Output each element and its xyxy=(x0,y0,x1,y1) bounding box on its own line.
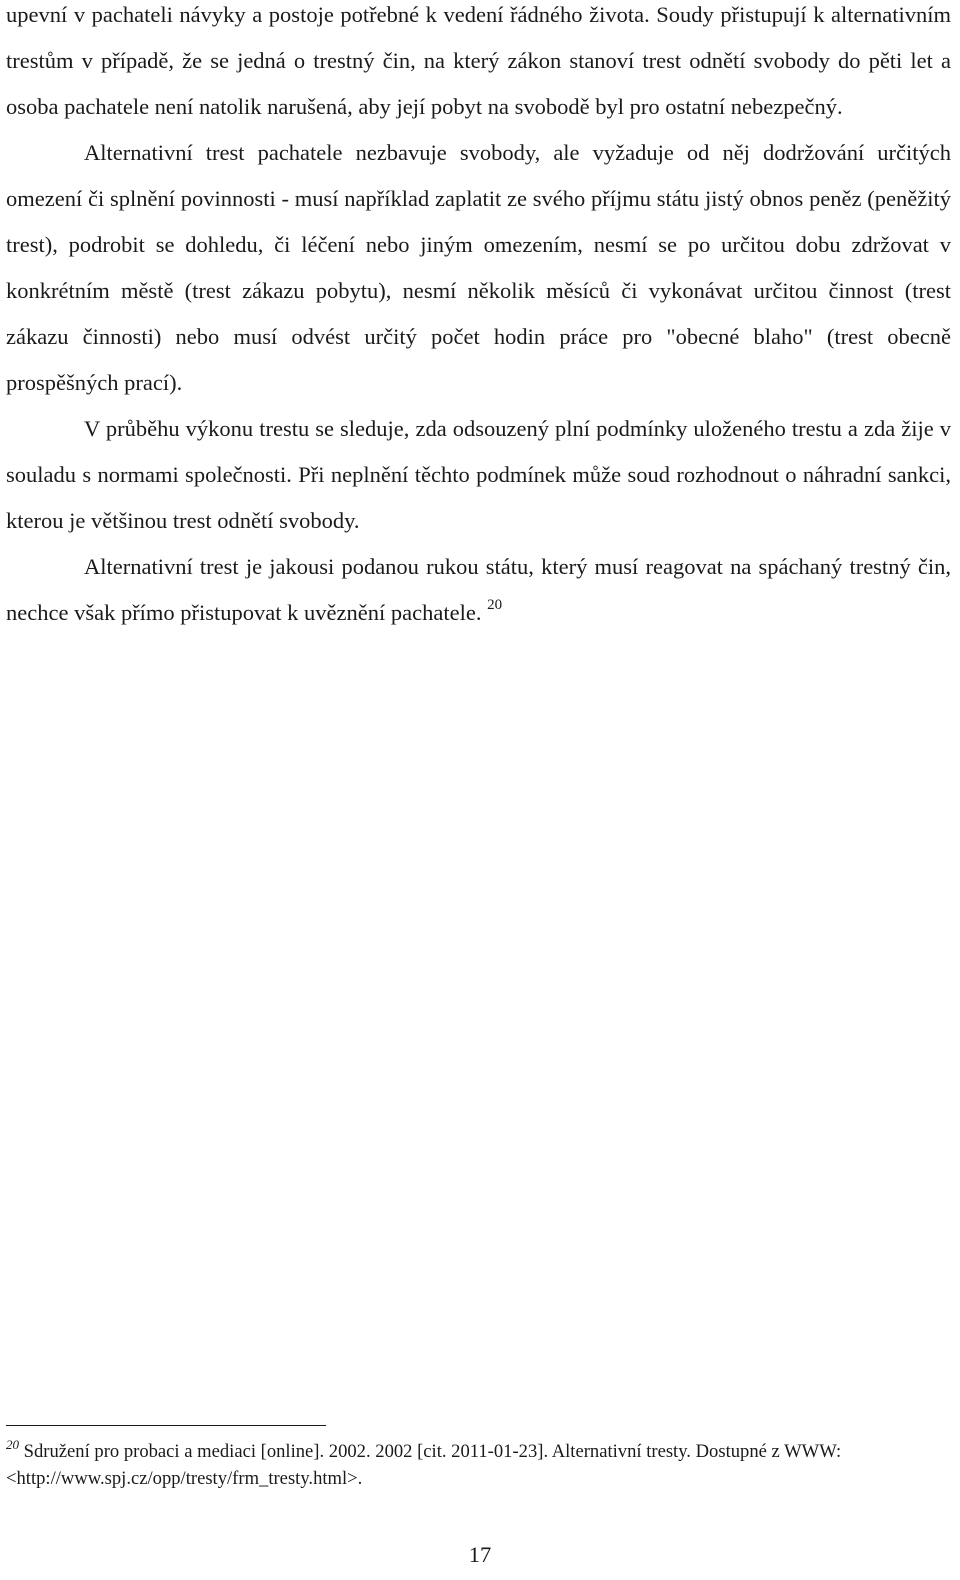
footnote xyxy=(6,1438,951,1492)
footnote-text: Sdružení pro probaci a mediaci [online]. 2002. 2002 [cit. 2011-01-23]. Alternativní tresty. Dostupné z WWW: <http://www.spj.cz/opp/tresty/frm_tresty.html>. xyxy=(6,1441,842,1489)
footnote-reference[interactable]: 20 xyxy=(487,597,503,613)
footnote-number: 20 xyxy=(6,1437,19,1452)
paragraph-text: Alternativní trest pachatele nezbavuje svobody, ale vyžaduje od něj dodržování určitých omezení či splnění povinnosti - musí například zaplatit ze svého příjmu státu jistý obnos peněz (peněžitý trest), podrobit se dohledu, či léčení nebo jiným omezením, nesmí se po určitou dobu zdržovat v konkrétním městě (trest zákazu pobytu), nesmí několik měsíců či vykonávat určitou činnost (trest zákazu činnosti) nebo musí odvést určitý počet hodin práce pro "obecné blaho" (trest obecně prospěšných prací). xyxy=(6,140,951,395)
paragraph-alternative-punishment xyxy=(6,130,951,406)
paragraph-sentence-execution xyxy=(6,406,951,544)
footnote-separator xyxy=(6,1425,326,1426)
paragraph-continuation xyxy=(6,0,951,130)
paragraph-text: V průběhu výkonu trestu se sleduje, zda odsouzený plní podmínky uloženého trestu a zda žije v souladu s normami společnosti. Při neplnění těchto podmínek může soud rozhodnout o náhradní sankci, kterou je většinou trest odnětí svobody. xyxy=(6,416,951,533)
paragraph-text: upevní v pachateli návyky a postoje potřebné k vedení řádného života. Soudy přistupují k alternativním trestům v případě, že se jedná o trestný čin, na který zákon stanoví trest odnětí svobody do pěti let a osoba pachatele není natolik narušená, aby její pobyt na svobodě byl pro ostatní nebezpečný. xyxy=(6,2,951,119)
paragraph-text: Alternativní trest je jakousi podanou rukou státu, který musí reagovat na spáchaný trestný čin, nechce však přímo přistupovat k uvěznění pachatele. xyxy=(6,554,951,625)
paragraph-state-hand xyxy=(6,544,951,636)
page-body xyxy=(6,0,951,636)
page-number: 17 xyxy=(468,1542,492,1567)
